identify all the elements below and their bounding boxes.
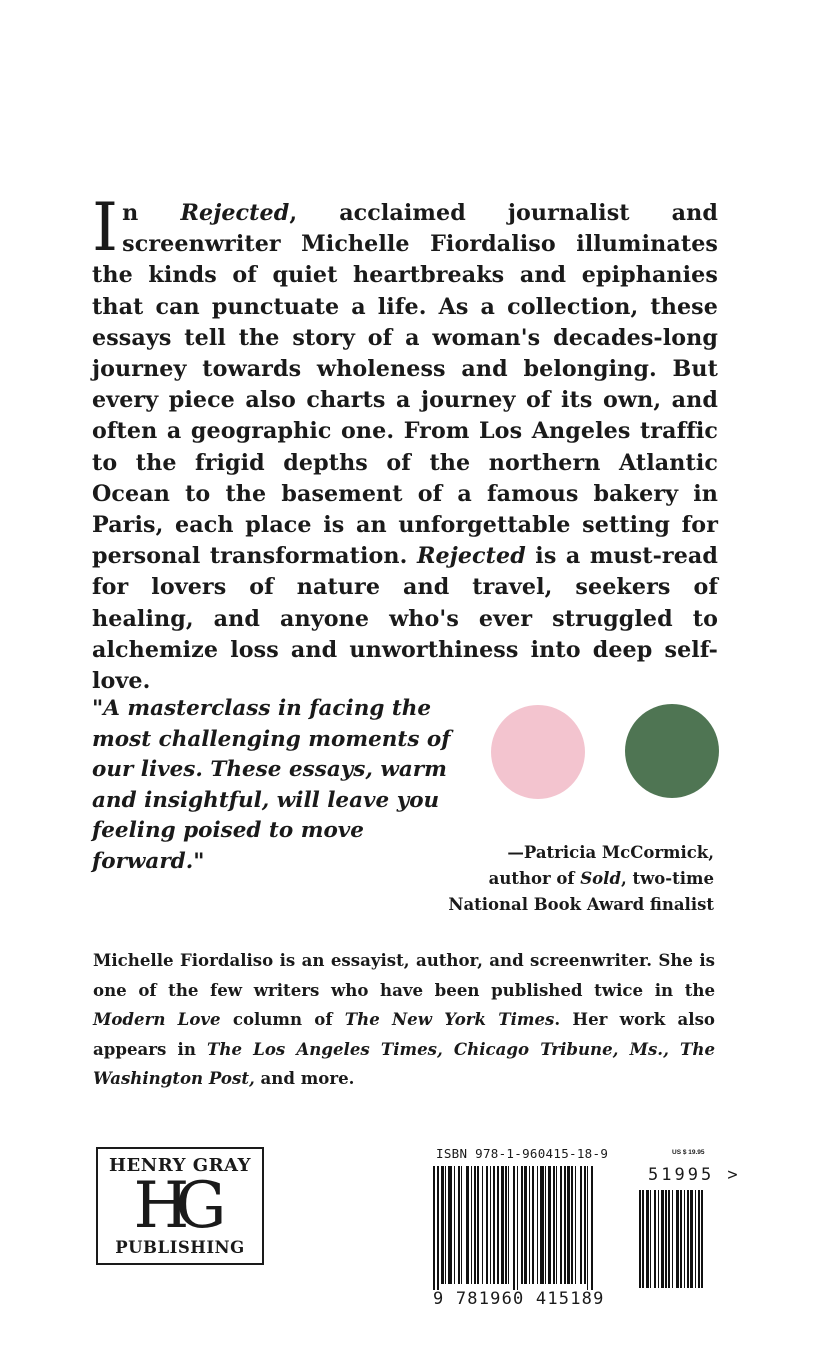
price-label: US $ 19.95 xyxy=(672,1149,705,1156)
endorsement-quote: "A masterclass in facing the most challenging moments of our lives. These essays, warm and insightful, will leave you feeling poised to move forward." xyxy=(92,696,451,874)
bio-column-name: Modern Love xyxy=(93,1009,221,1029)
publisher-monogram: HG xyxy=(133,1169,213,1243)
attribution-award: National Book Award finalist xyxy=(448,895,714,914)
blurb-text-2: is a must-read for lovers of nature and travel, seekers of healing, and anyone who's ever struggled to alchemize loss and unworthiness into deep self-love. xyxy=(92,543,718,695)
quote-attribution xyxy=(400,840,714,918)
bio-publications: The Los Angeles Times, Chicago Tribune, Ms., The Washington Post, xyxy=(93,1038,715,1088)
green-circle xyxy=(625,704,719,798)
price-addon-digits: 51995 > xyxy=(648,1165,741,1185)
bio-part-2: column of xyxy=(220,1009,345,1029)
bio-newspaper: The New York Times xyxy=(344,1009,555,1029)
attribution-book: Sold xyxy=(580,869,621,888)
bio-part-4: and more. xyxy=(254,1068,355,1088)
blurb-lead: n xyxy=(122,200,181,226)
author-bio xyxy=(93,946,715,1094)
bio-part-3: . Her work also appears in xyxy=(93,1009,715,1059)
blurb-book-title: Rejected xyxy=(180,200,290,226)
attribution-prefix: author of xyxy=(488,869,581,888)
isbn-barcode xyxy=(433,1166,613,1290)
attribution-suffix: , two-time xyxy=(620,869,714,888)
barcode-digits: 9 781960 415189 xyxy=(433,1289,605,1309)
publisher-logo xyxy=(96,1147,264,1265)
isbn-label: ISBN 978-1-960415-18-9 xyxy=(436,1146,609,1161)
publisher-name: HENRY GRAY xyxy=(109,1155,251,1176)
blurb-book-title-2: Rejected xyxy=(416,543,526,570)
drop-cap: I xyxy=(92,189,119,266)
blurb-text-1: , acclaimed journalist and screenwriter Michelle Fiordaliso illuminates the kinds of quiet heartbreaks and epiphanies that can punctuate a life. As a collection, these essays tell the story of a woman's decades-long journey towards wholeness and belonging. But every piece also charts a journey of its own, and often a geographic one. From Los Angeles traffic to the frigid depths of the northern Atlantic Ocean to the basement of a famous bakery in Paris, each place is an unforgettable setting for personal transformation. xyxy=(92,200,718,570)
price-barcode xyxy=(639,1190,721,1288)
attribution-name: —Patricia McCormick, xyxy=(507,843,714,862)
bio-part-1: Michelle Fiordaliso is an essayist, author, and screenwriter. She is one of the few writers who have been published twice in the xyxy=(93,950,715,1000)
back-cover-blurb xyxy=(92,189,718,697)
publisher-tagline: PUBLISHING xyxy=(115,1238,245,1257)
pink-circle xyxy=(491,705,585,799)
